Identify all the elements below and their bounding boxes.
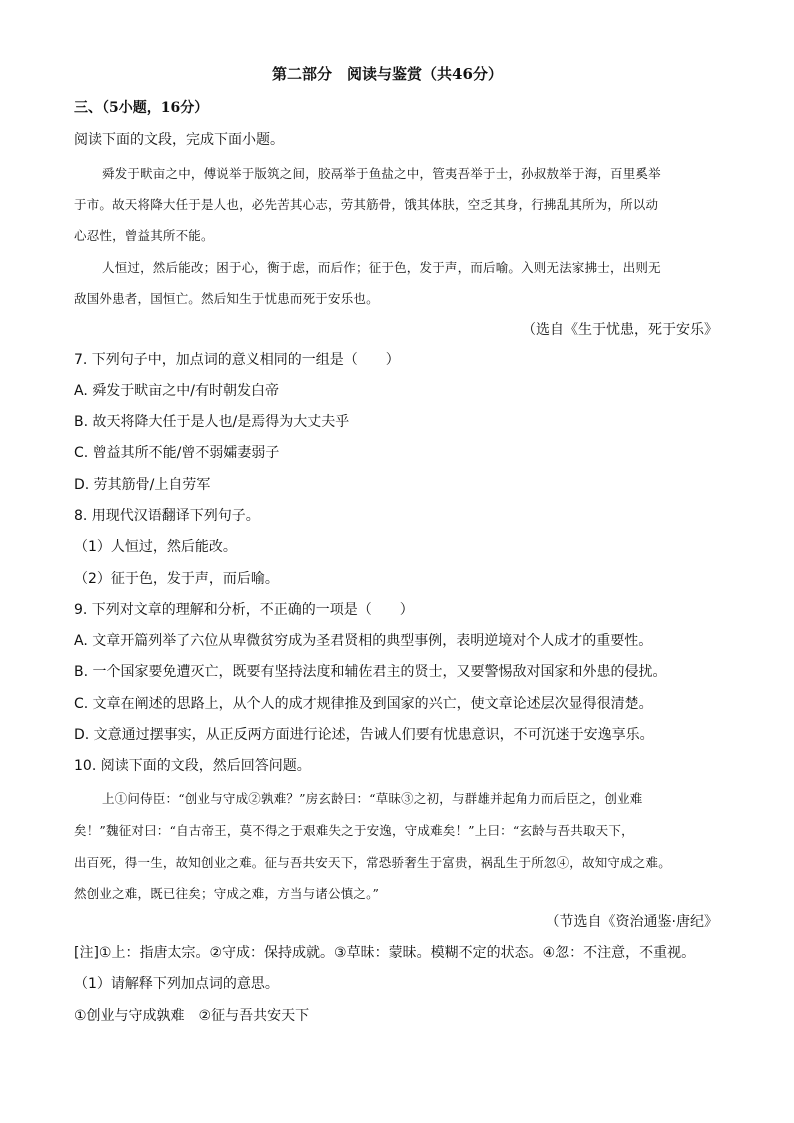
option-d: D. 文意通过摆事实，从正反两方面进行论述，告诫人们要有忧患意识，不可沉迷于安逸享乐。 [74, 727, 654, 743]
passage-line: 人恒过，然后能改；困于心，衡于虑，而后作；征于色，发于声，而后喻。入则无法家拂士，出则无 [102, 260, 661, 275]
question-stem: 9. 下列对文章的理解和分析，不正确的一项是（ ） [74, 602, 414, 618]
option-b: B. 一个国家要免遭灭亡，既要有坚持法度和辅佐君主的贤士，又要警惕敌对国家和外患的侵扰。 [74, 664, 667, 680]
option-b: B. 故天将降大任于是人也/是焉得为大丈夫乎 [74, 414, 350, 430]
part-heading: 第二部分 阅读与鉴赏（共46分） [272, 65, 503, 83]
passage-1-source: （选自《生于忧患，死于安乐》 [522, 322, 718, 338]
passage-line: 然创业之难，既已往矣；守成之难，方当与诸公慎之。” [74, 886, 380, 901]
passage-line: 于市。故天将降大任于是人也，必先苦其心志，劳其筋骨，饿其体肤，空乏其身，行拂乱其所为，所以动 [74, 197, 659, 212]
sub-question: （1）人恒过，然后能改。 [74, 539, 237, 555]
passage-line: 上①问侍臣：“创业与守成②孰难？”房玄龄曰：“草昧③之初，与群雄并起角力而后臣之，创业难 [102, 791, 643, 806]
passage-2-source: （节选自《资治通鉴·唐纪》 [545, 914, 718, 930]
option-a: A. 舜发于畎亩之中/有时朝发白帝 [74, 383, 279, 399]
intro-text: 阅读下面的文段，完成下面小题。 [74, 132, 284, 148]
passage-line: 矣！”魏征对曰：“自古帝王，莫不得之于艰难失之于安逸，守成难矣！”上曰：“玄龄与吾共取天下， [74, 823, 634, 838]
question-stem: 7. 下列句子中，加点词的意义相同的一组是（ ） [74, 352, 400, 368]
question-stem: 10. 阅读下面的文段，然后回答问题。 [74, 758, 311, 774]
annotation-note: [注]①上：指唐太宗。②守成：保持成就。③草昧：蒙昧。模糊不定的状态。④忽：不注意，不重视。 [74, 945, 696, 961]
option-c: C. 文章在阐述的思路上，从个人的成才规律推及到国家的兴亡，使文章论述层次显得很清楚。 [74, 696, 653, 712]
sub-question: （2）征于色，发于声，而后喻。 [74, 571, 279, 587]
sub-question: （1）请解释下列加点词的意思。 [74, 976, 279, 992]
sub-question-items: ①创业与守成孰难 ②征与吾共安天下 [74, 1008, 310, 1024]
question-stem: 8. 用现代汉语翻译下列句子。 [74, 508, 260, 524]
passage-line: 出百死，得一生，故知创业之难。征与吾共安天下，常恐骄奢生于富贵，祸乱生于所忽④，故知守成之难。 [74, 855, 671, 870]
section-heading: 三、（5小题，16分） [74, 100, 209, 116]
passage-line: 心忍性，曾益其所不能。 [74, 228, 214, 243]
option-d: D. 劳其筋骨/上自劳军 [74, 477, 211, 493]
passage-line: 敌国外患者，国恒亡。然后知生于忧患而死于安乐也。 [74, 291, 379, 306]
passage-line: 舜发于畎亩之中，傅说举于版筑之间，胶鬲举于鱼盐之中，管夷吾举于士，孙叔敖举于海，百里奚举 [102, 166, 661, 181]
option-c: C. 曾益其所不能/曾不弱孀妻弱子 [74, 445, 280, 461]
option-a: A. 文章开篇列举了六位从卑微贫穷成为圣君贤相的典型事例，表明逆境对个人成才的重要性。 [74, 633, 653, 649]
